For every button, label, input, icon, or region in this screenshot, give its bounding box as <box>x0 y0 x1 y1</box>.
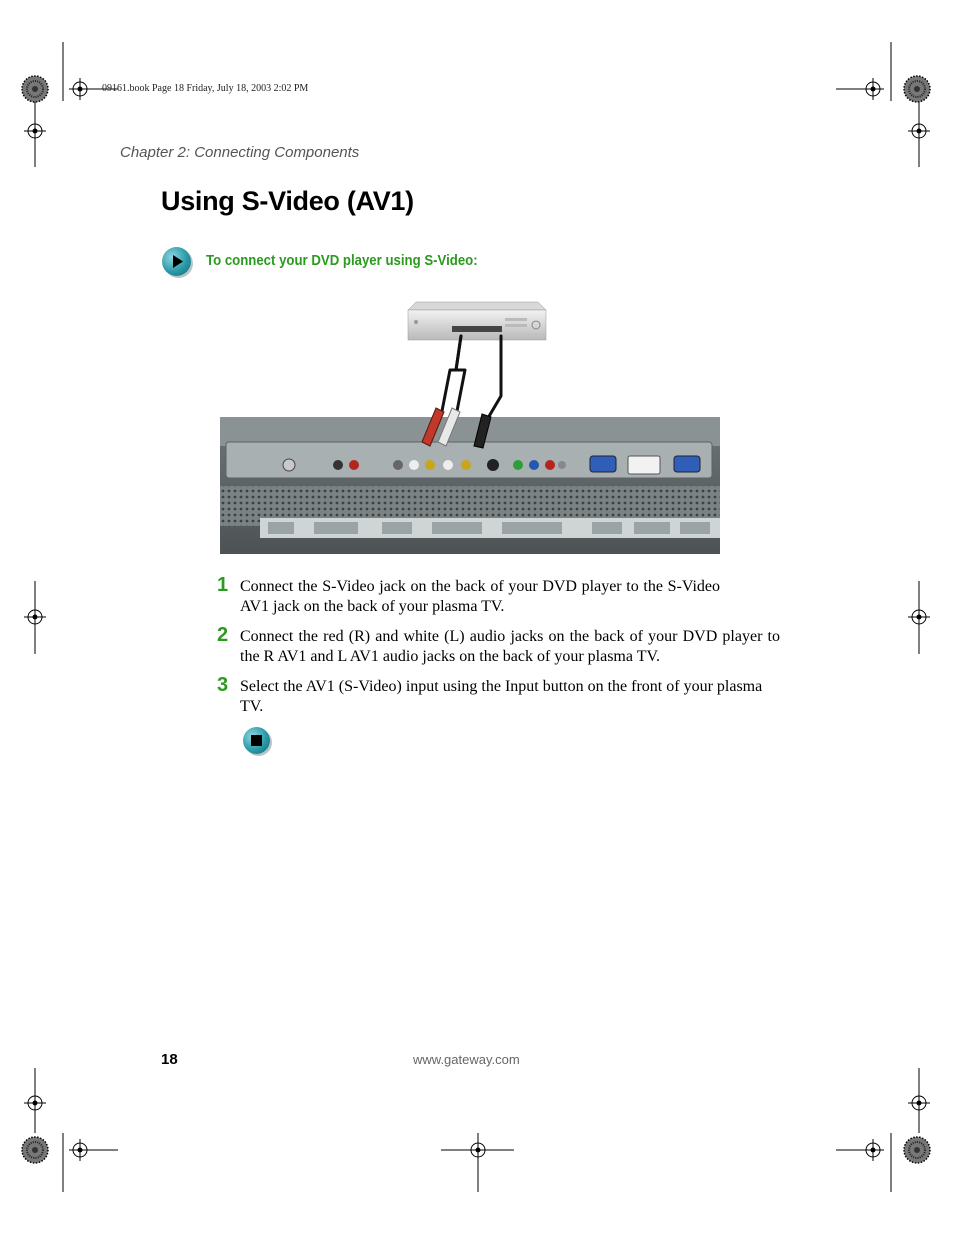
step-number: 3 <box>217 674 229 696</box>
page-number: 18 <box>161 1051 178 1068</box>
step-text: Connect the S-Video jack on the back of your DVD player to the S-Video AV1 jack on the back of your plasma TV. <box>240 578 720 615</box>
chapter-header: Chapter 2: Connecting Components <box>120 144 360 161</box>
step-text: Connect the red (R) and white (L) audio jacks on the back of your DVD player to the R AV1 and L AV1 audio jacks on the back of your plasma TV. <box>240 628 780 665</box>
stop-square-icon <box>243 727 270 754</box>
dvd-player <box>408 302 546 340</box>
procedure-heading: To connect your DVD player using S-Video: <box>206 252 478 269</box>
step-number: 2 <box>217 624 229 646</box>
connection-illustration <box>220 296 720 554</box>
footer-url: www.gateway.com <box>413 1052 520 1067</box>
page-title: Using S-Video (AV1) <box>161 186 414 216</box>
step-text: Select the AV1 (S-Video) input using the Input button on the front of your plasma TV. <box>240 678 763 715</box>
step-number: 1 <box>217 574 229 596</box>
print-info: 09161.book Page 18 Friday, July 18, 2003 2:02 PM <box>102 83 309 94</box>
play-arrow-icon <box>162 247 191 276</box>
